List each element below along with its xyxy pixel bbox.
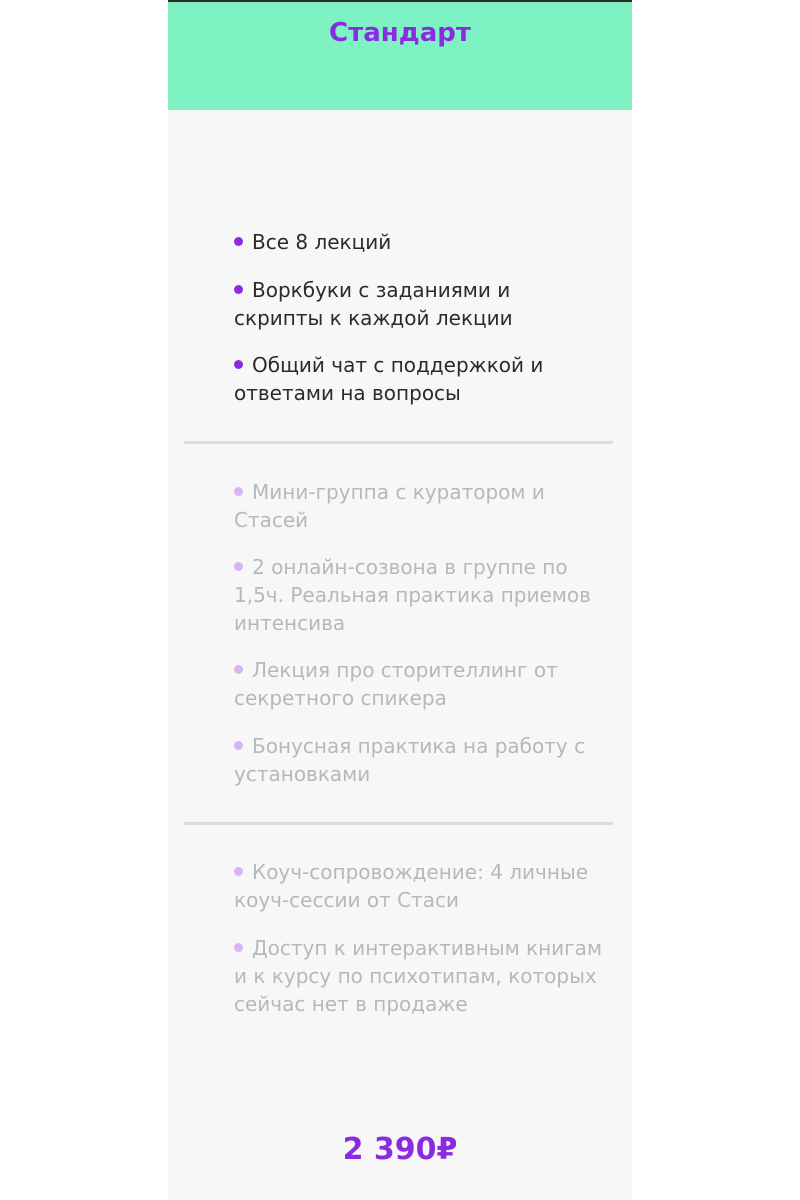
feature-text: 2 онлайн-созвона в группе по 1,5ч. Реальная практика приемов интенсива xyxy=(234,555,591,635)
bullet-icon xyxy=(234,360,243,369)
bullet-icon xyxy=(234,943,243,952)
bullet-icon xyxy=(234,741,243,750)
feature-item-excluded xyxy=(234,858,604,914)
feature-item-excluded xyxy=(234,732,604,788)
bullet-icon xyxy=(234,487,243,496)
feature-item-excluded xyxy=(234,478,604,534)
bullet-icon xyxy=(234,285,243,294)
feature-text: Все 8 лекций xyxy=(252,230,392,254)
section-divider xyxy=(184,822,613,825)
feature-text: Коуч-сопровождение: 4 личные коуч-сессии от Стаси xyxy=(234,860,589,912)
bullet-icon xyxy=(234,237,243,246)
bullet-icon xyxy=(234,665,243,674)
feature-text: Лекция про сторителлинг от секретного спикера xyxy=(234,658,558,710)
feature-item-excluded xyxy=(234,553,604,637)
feature-text: Доступ к интерактивным книгам и к курсу по психотипам, которых сейчас нет в продаже xyxy=(234,936,603,1016)
feature-item-excluded xyxy=(234,934,604,1018)
bullet-icon xyxy=(234,867,243,876)
bullet-icon xyxy=(234,562,243,571)
feature-item-excluded xyxy=(234,656,604,712)
plan-price: 2 390₽ xyxy=(342,1132,458,1167)
feature-text: Воркбуки с заданиями и скрипты к каждой лекции xyxy=(234,278,513,330)
feature-item-included xyxy=(234,276,604,332)
feature-text: Мини-группа с куратором и Стасей xyxy=(234,480,545,532)
feature-item-included xyxy=(234,228,604,256)
section-divider xyxy=(184,441,613,444)
card-header xyxy=(168,0,632,110)
feature-item-included xyxy=(234,351,604,407)
feature-text: Бонусная практика на работу с установками xyxy=(234,734,586,786)
plan-title: Стандарт xyxy=(329,18,471,48)
pricing-card xyxy=(168,0,632,1200)
feature-text: Общий чат с поддержкой и ответами на вопросы xyxy=(234,353,544,405)
